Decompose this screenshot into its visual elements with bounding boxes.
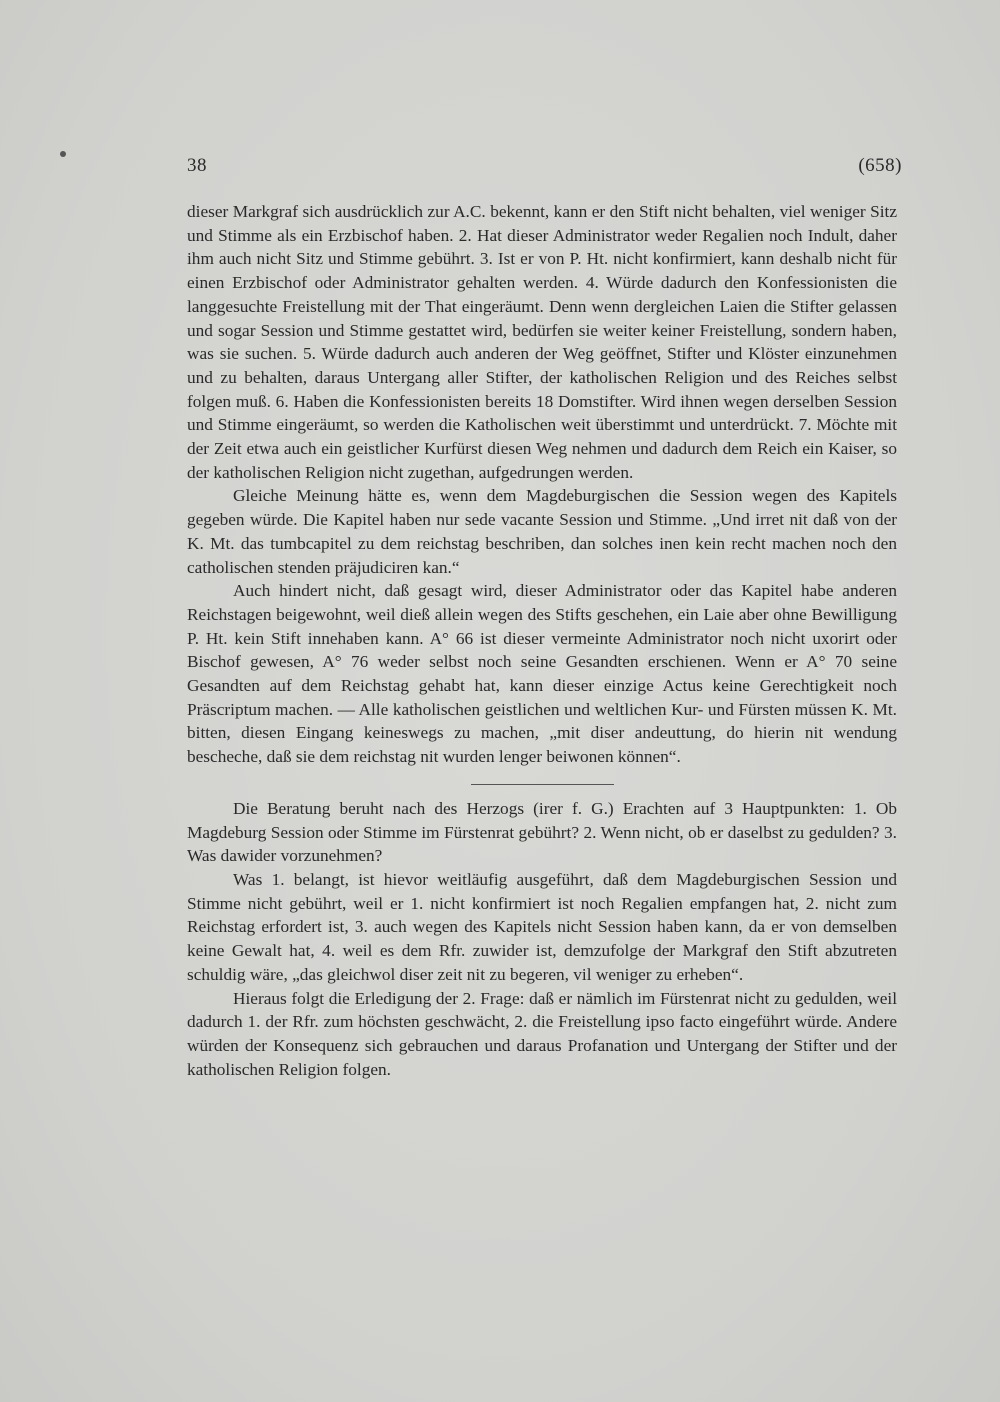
- ink-spot: [60, 151, 66, 157]
- page-number: 38: [187, 155, 207, 176]
- section-separator: [471, 784, 614, 785]
- paragraph: dieser Markgraf sich ausdrücklich zur A.C. bekennt, kann er den Stift nicht behalten, viel weniger Sitz und Stimme als ein Erzbischof haben. 2. Hat dieser Administrator weder Regalien noch Indult, daher ihm auch nicht Sitz und Stimme gebührt. 3. Ist er von P. Ht. nicht konfirmiert, kann deshalb nicht für einen Erzbischof oder Administrator gehalten werden. 4. Würde dadurch den Konfessionisten die langgesuchte Freistellung mit der That eingeräumt. Denn wenn dergleichen Laien die Stifter gelassen und sogar Session und Stimme gestattet wird, bedürfen sie weiter keiner Freistellung, sondern haben, was sie suchen. 5. Würde dadurch auch anderen der Weg geöffnet, Stifter und Klöster einzunehmen und zu behalten, daraus Untergang aller Stifter, der katholischen Religion und des Reiches selbst folgen muß. 6. Haben die Konfessionisten bereits 18 Domstifter. Wird ihnen wegen derselben Session und Stimme eingeräumt, so werden die Katholischen weit überstimmt und unterdrückt. 7. Möchte mit der Zeit etwa auch ein geistlicher Kurfürst diesen Weg nehmen und dadurch dem Reich ein Kaiser, so der katholischen Religion nicht zugethan, aufgedrungen werden.: [187, 202, 897, 482]
- page-header: [187, 155, 902, 185]
- paragraph: Gleiche Meinung hätte es, wenn dem Magdeburgischen die Session wegen des Kapitels gegeben würde. Die Kapitel haben nur sede vacante Session und Stimme. „Und irret nit daß von der K. Mt. das tumbcapitel zu dem reichstag beschriben, dan solches inen kein recht machen noch den catholischen stenden präjudiciren kan.“: [187, 486, 897, 577]
- paragraph: Hieraus folgt die Erledigung der 2. Frage: daß er nämlich im Fürstenrat nicht zu gedulden, weil dadurch 1. der Rfr. zum höchsten geschwächt, 2. die Freistellung ipso facto eingeführt würde. Andere würden der Konsequenz sich gebrauchen und daraus Profanation und Untergang der Stifter und der katholischen Religion folgen.: [187, 988, 897, 1079]
- body-text: [187, 200, 897, 1081]
- paragraph: Die Beratung beruht nach des Herzogs (irer f. G.) Erachten auf 3 Hauptpunkten: 1. Ob Magdeburg Session oder Stimme im Fürstenrat gebührt? 2. Wenn nicht, ob er daselbst zu gedulden? 3. Was dawider vorzunehmen?: [187, 798, 897, 866]
- paragraph: Was 1. belangt, ist hievor weitläufig ausgeführt, daß dem Magdeburgischen Session und Stimme nicht gebührt, weil er 1. nicht konfirmiert ist noch Regalien empfangen hat, 2. nicht zum Reichstag erfordert ist, 3. auch wegen des Kapitels nicht Session haben kann, da er von demselben keine Gewalt hat, 4. weil es dem Rfr. zuwider ist, demzufolge der Markgraf den Stift abzutreten schuldig wäre, „das gleichwol diser zeit nit zu begeren, vil weniger zu erheben“.: [187, 869, 897, 984]
- original-page-number: (658): [858, 155, 902, 176]
- paragraph: Auch hindert nicht, daß gesagt wird, dieser Administrator oder das Kapitel habe anderen Reichstagen beigewohnt, weil dieß allein wegen des Stifts geschehen, ein Laie aber ohne Bewilligung P. Ht. kein Stift innehaben kann. A° 66 ist dieser vermeinte Administrator noch nicht uxorirt oder Bischof gewesen, A° 76 weder selbst noch seine Gesandten erschienen. Wenn er A° 70 seine Gesandten auf dem Reichstag gehabt hat, kann dieser einzige Actus keine Gerechtigkeit noch Präscriptum machen. — Alle katholischen geistlichen und weltlichen Kur- und Fürsten müssen K. Mt. bitten, diesen Eingang keineswegs zu machen, „mit diser andeuttung, do hierin nit wendung bescheche, daß sie dem reichstag nit wurden lenger beiwonen können“.: [187, 581, 897, 767]
